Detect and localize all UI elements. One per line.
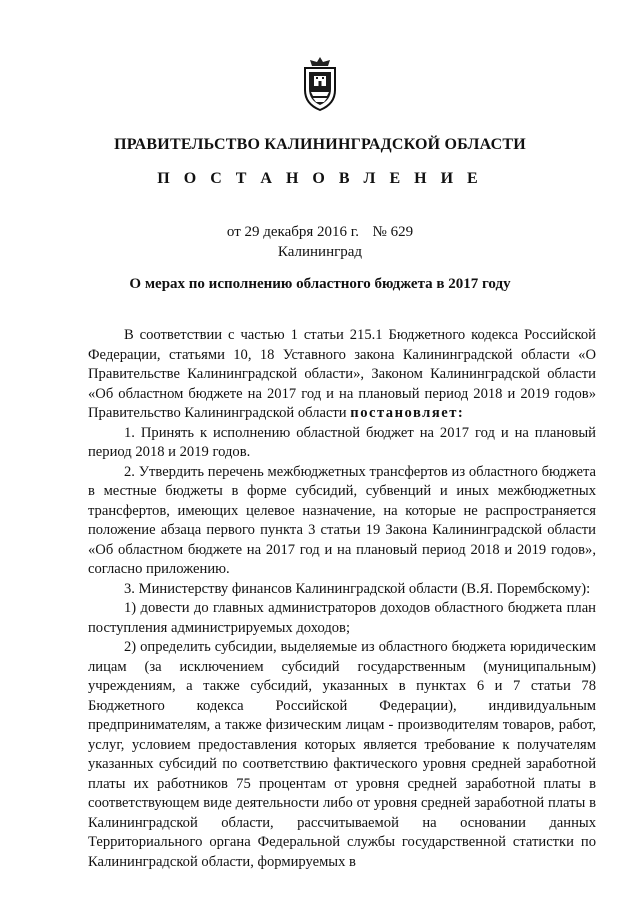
intro-paragraph — [88, 326, 596, 424]
paragraph-3-1: 1) довести до главных администраторов доходов областного бюджета план поступления администрируемых доходов; — [88, 600, 596, 636]
document-body — [88, 326, 596, 872]
decree-number: 629 — [390, 224, 414, 240]
number-sign: № — [372, 224, 387, 240]
paragraph-3-2: 2) определить субсидии, выделяемые из областного бюджета юридическим лицам (за исключением субсидий государственным (муниципальным) учреждениям, а также субсидий, указанных в пунктах 6 и 7 статьи 78 Бюджетного кодекса Российской Федерации), индивидуальным предпринимателям, а также физическим лицам - производителям товаров, работ, услуг, условием предоставления которых является требование к получателям указанных субсидий по соответствию фактического уровня средней заработной платы их работников 75 процентам от уровня средней заработной платы в соответствующем виде деятельности либо от уровня средней заработной платы в Калининградской области, рассчитываемой на основании данных Территориального органа Федеральной службы государственной статистки по Калининградской области, формируемых в — [88, 639, 596, 870]
city: Калининград — [277, 244, 363, 260]
document-type: П О С Т А Н О В Л Е Н И Е — [157, 170, 483, 187]
coat-of-arms-icon — [300, 56, 340, 112]
date-line — [0, 224, 640, 241]
decree-subject: О мерах по исполнению областного бюджета в 2017 году — [129, 276, 511, 292]
paragraph-2: 2. Утвердить перечень межбюджетных трансфертов из областного бюджета в местные бюджеты в форме субсидий, субвенций и иных межбюджетных трансфертов, имеющих целевое назначение, на которые не распространяется положение абзаца первого пункта 3 статьи 19 Закона Калининградской области «Об областном бюджете на 2017 год и на плановый период 2018 и 2019 годов», согласно приложению. — [88, 463, 596, 577]
intro-text: В соответствии с частью 1 статьи 215.1 Бюджетного кодекса Российской Федерации, статьями 10, 18 Уставного закона Калининградской области «О Правительстве Калининградской области», Законом Калининградской области «Об областном бюджете на 2017 год и на плановый период 2018 и 2019 годов» Правительство Калининградской области — [88, 327, 596, 421]
paragraph-1: 1. Принять к исполнению областной бюджет на 2017 год и на плановый период 2018 и 2019 годов. — [88, 424, 596, 460]
government-title: ПРАВИТЕЛЬСТВО КАЛИНИНГРАДСКОЙ ОБЛАСТИ — [114, 136, 526, 153]
paragraph-3: 3. Министерству финансов Калининградской области (В.Я. Порембскому): — [124, 580, 591, 597]
decree-date: 29 декабря 2016 г. — [244, 224, 360, 240]
date-prefix: от — [226, 224, 241, 240]
decision-word: постановляет: — [350, 405, 465, 421]
